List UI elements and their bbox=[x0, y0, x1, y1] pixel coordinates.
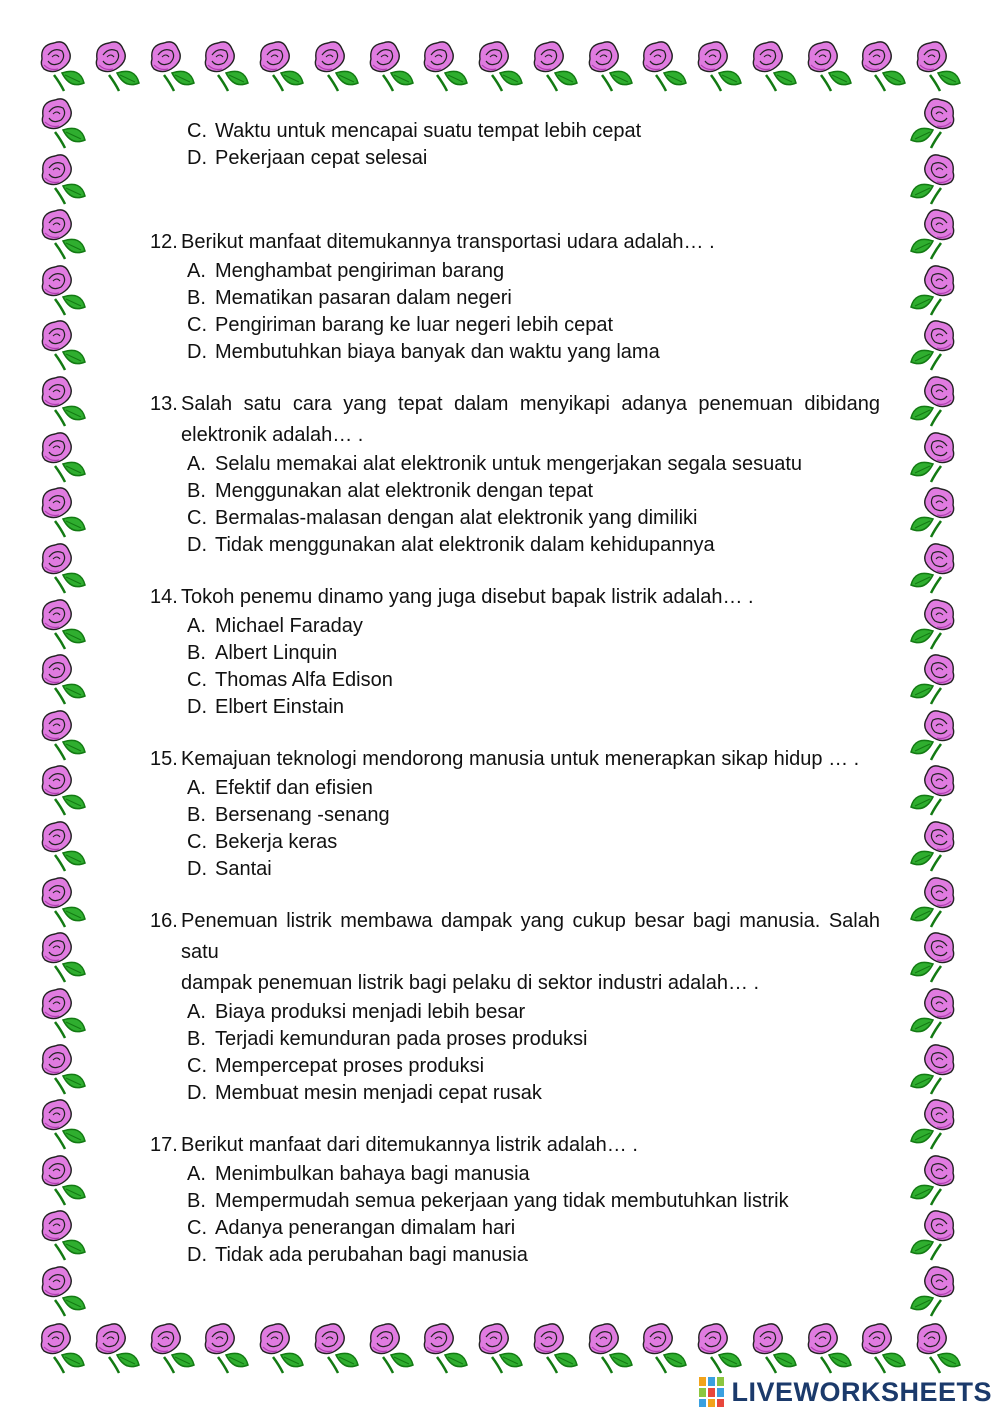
rose-ornament-icon bbox=[144, 1319, 200, 1375]
rose-ornament-icon bbox=[35, 261, 91, 317]
rose-ornament-icon bbox=[35, 1151, 91, 1207]
rose-ornament-icon bbox=[905, 1040, 961, 1096]
option-row[interactable] bbox=[150, 451, 880, 478]
rose-ornament-icon bbox=[905, 205, 961, 261]
rose-ornament-icon bbox=[910, 37, 966, 93]
rose-ornament-icon bbox=[144, 37, 200, 93]
rose-ornament-icon bbox=[35, 539, 91, 595]
option-text: Bermalas-malasan dengan alat elektronik yang dimiliki bbox=[215, 507, 698, 529]
option-letter: A. bbox=[187, 260, 206, 282]
liveworksheets-logo-icon bbox=[699, 1377, 725, 1407]
option-row[interactable] bbox=[150, 312, 880, 339]
rose-ornament-icon bbox=[35, 928, 91, 984]
option-row[interactable] bbox=[150, 258, 880, 285]
worksheet-content bbox=[150, 118, 880, 1269]
rose-ornament-icon bbox=[35, 1095, 91, 1151]
rose-ornament-icon bbox=[35, 817, 91, 873]
question-text: Berikut manfaat dari ditemukannya listrik adalah… . bbox=[181, 1134, 638, 1156]
rose-ornament-icon bbox=[905, 539, 961, 595]
rose-ornament-icon bbox=[35, 650, 91, 706]
option-letter: D. bbox=[187, 1244, 207, 1266]
option-row[interactable] bbox=[150, 339, 880, 366]
rose-ornament-icon bbox=[855, 1319, 911, 1375]
option-text: Bekerja keras bbox=[215, 831, 338, 853]
option-text: Pekerjaan cepat selesai bbox=[215, 147, 428, 169]
option-letter: C. bbox=[187, 120, 207, 142]
rose-ornament-icon bbox=[905, 372, 961, 428]
rose-ornament-icon bbox=[35, 316, 91, 372]
option-text: Albert Linquin bbox=[215, 642, 338, 664]
option-row[interactable] bbox=[150, 802, 880, 829]
option-row[interactable] bbox=[150, 829, 880, 856]
option-row[interactable] bbox=[150, 694, 880, 721]
rose-ornament-icon bbox=[905, 1095, 961, 1151]
rose-border-bottom bbox=[34, 1318, 966, 1376]
rose-ornament-icon bbox=[905, 150, 961, 206]
question-13 bbox=[150, 389, 880, 559]
rose-ornament-icon bbox=[527, 37, 583, 93]
rose-ornament-icon bbox=[801, 1319, 857, 1375]
option-letter: B. bbox=[187, 1190, 206, 1212]
rose-ornament-icon bbox=[905, 706, 961, 762]
option-letter: D. bbox=[187, 696, 207, 718]
rose-ornament-icon bbox=[905, 1206, 961, 1262]
rose-border-right bbox=[904, 94, 962, 1318]
rose-ornament-icon bbox=[582, 37, 638, 93]
option-text: Biaya produksi menjadi lebih besar bbox=[215, 1001, 526, 1023]
option-row bbox=[150, 118, 880, 145]
question-15 bbox=[150, 744, 880, 883]
rose-ornament-icon bbox=[905, 595, 961, 651]
rose-ornament-icon bbox=[910, 1319, 966, 1375]
rose-ornament-icon bbox=[855, 37, 911, 93]
rose-ornament-icon bbox=[905, 94, 961, 150]
option-row[interactable] bbox=[150, 478, 880, 505]
option-text: Adanya penerangan dimalam hari bbox=[215, 1217, 516, 1239]
option-letter: C. bbox=[187, 507, 207, 529]
rose-ornament-icon bbox=[198, 37, 254, 93]
question-17 bbox=[150, 1130, 880, 1269]
rose-ornament-icon bbox=[905, 428, 961, 484]
rose-ornament-icon bbox=[363, 1319, 419, 1375]
rose-ornament-icon bbox=[527, 1319, 583, 1375]
rose-ornament-icon bbox=[417, 37, 473, 93]
option-text: Tidak menggunakan alat elektronik dalam kehidupannya bbox=[215, 534, 715, 556]
option-letter: B. bbox=[187, 287, 206, 309]
rose-ornament-icon bbox=[472, 1319, 528, 1375]
rose-ornament-icon bbox=[35, 761, 91, 817]
question-number: 17. bbox=[150, 1134, 178, 1156]
option-text: Bersenang -senang bbox=[215, 804, 390, 826]
option-letter: A. bbox=[187, 1001, 206, 1023]
option-row[interactable] bbox=[150, 1188, 880, 1215]
option-text: Thomas Alfa Edison bbox=[215, 669, 393, 691]
rose-ornament-icon bbox=[582, 1319, 638, 1375]
option-text: Selalu memakai alat elektronik untuk mengerjakan segala sesuatu bbox=[215, 453, 803, 475]
option-text: Santai bbox=[215, 858, 272, 880]
option-text: Elbert Einstain bbox=[215, 696, 344, 718]
rose-ornament-icon bbox=[636, 1319, 692, 1375]
rose-ornament-icon bbox=[905, 873, 961, 929]
previous-question-options bbox=[150, 118, 880, 172]
rose-ornament-icon bbox=[308, 37, 364, 93]
rose-ornament-icon bbox=[308, 1319, 364, 1375]
question-number: 12. bbox=[150, 231, 178, 253]
option-text: Waktu untuk mencapai suatu tempat lebih cepat bbox=[215, 120, 642, 142]
rose-ornament-icon bbox=[35, 94, 91, 150]
option-row[interactable] bbox=[150, 1080, 880, 1107]
rose-ornament-icon bbox=[253, 37, 309, 93]
question-number: 14. bbox=[150, 586, 178, 608]
option-text: Terjadi kemunduran pada proses produksi bbox=[215, 1028, 588, 1050]
question-text-line-2: dampak penemuan listrik bagi pelaku di sektor industri adalah… . bbox=[181, 972, 760, 994]
question-12 bbox=[150, 227, 880, 366]
rose-ornament-icon bbox=[35, 372, 91, 428]
rose-ornament-icon bbox=[905, 928, 961, 984]
option-row[interactable] bbox=[150, 505, 880, 532]
question-text: Tokoh penemu dinamo yang juga disebut bapak listrik adalah… . bbox=[181, 586, 754, 608]
rose-ornament-icon bbox=[905, 761, 961, 817]
option-text: Menghambat pengiriman barang bbox=[215, 260, 505, 282]
option-text: Tidak ada perubahan bagi manusia bbox=[215, 1244, 528, 1266]
rose-ornament-icon bbox=[417, 1319, 473, 1375]
rose-ornament-icon bbox=[35, 595, 91, 651]
option-row[interactable] bbox=[150, 1053, 880, 1080]
question-number: 16. bbox=[150, 910, 178, 932]
option-row[interactable] bbox=[150, 285, 880, 312]
question-16 bbox=[150, 906, 880, 1107]
option-text: Michael Faraday bbox=[215, 615, 363, 637]
rose-border-top bbox=[34, 36, 966, 94]
rose-ornament-icon bbox=[35, 1262, 91, 1318]
option-letter: D. bbox=[187, 858, 207, 880]
rose-ornament-icon bbox=[35, 483, 91, 539]
option-row[interactable] bbox=[150, 856, 880, 883]
question-text-line-1: Salah satu cara yang tepat dalam menyikapi adanya penemuan dibidang bbox=[181, 393, 880, 415]
option-letter: D. bbox=[187, 1082, 207, 1104]
rose-ornament-icon bbox=[253, 1319, 309, 1375]
option-letter: B. bbox=[187, 642, 206, 664]
rose-ornament-icon bbox=[746, 37, 802, 93]
question-text-line-1: Penemuan listrik membawa dampak yang cukup besar bagi manusia. Salah satu bbox=[181, 910, 880, 963]
option-row[interactable] bbox=[150, 775, 880, 802]
rose-ornament-icon bbox=[35, 706, 91, 762]
question-14 bbox=[150, 582, 880, 721]
rose-ornament-icon bbox=[198, 1319, 254, 1375]
rose-ornament-icon bbox=[35, 1040, 91, 1096]
option-letter: A. bbox=[187, 1163, 206, 1185]
option-row[interactable] bbox=[150, 1026, 880, 1053]
option-text: Membutuhkan biaya banyak dan waktu yang lama bbox=[215, 341, 660, 363]
option-row[interactable] bbox=[150, 640, 880, 667]
rose-ornament-icon bbox=[35, 205, 91, 261]
option-row bbox=[150, 145, 880, 172]
option-letter: C. bbox=[187, 831, 207, 853]
rose-ornament-icon bbox=[636, 37, 692, 93]
question-number: 15. bbox=[150, 748, 178, 770]
rose-ornament-icon bbox=[35, 1206, 91, 1262]
rose-ornament-icon bbox=[905, 483, 961, 539]
option-text: Mempercepat proses produksi bbox=[215, 1055, 485, 1077]
rose-ornament-icon bbox=[35, 984, 91, 1040]
option-letter: D. bbox=[187, 341, 207, 363]
option-text: Menimbulkan bahaya bagi manusia bbox=[215, 1163, 530, 1185]
question-text: Kemajuan teknologi mendorong manusia untuk menerapkan sikap hidup … . bbox=[181, 748, 860, 770]
rose-ornament-icon bbox=[691, 37, 747, 93]
rose-ornament-icon bbox=[905, 1151, 961, 1207]
question-text: Berikut manfaat ditemukannya transportasi udara adalah… . bbox=[181, 231, 715, 253]
rose-ornament-icon bbox=[89, 37, 145, 93]
option-letter: D. bbox=[187, 147, 207, 169]
rose-ornament-icon bbox=[691, 1319, 747, 1375]
rose-border-left bbox=[34, 94, 92, 1318]
rose-ornament-icon bbox=[746, 1319, 802, 1375]
option-letter: B. bbox=[187, 804, 206, 826]
option-letter: A. bbox=[187, 453, 206, 475]
option-row[interactable] bbox=[150, 532, 880, 559]
option-letter: C. bbox=[187, 314, 207, 336]
option-letter: B. bbox=[187, 480, 206, 502]
option-text: Efektif dan efisien bbox=[215, 777, 373, 799]
question-number: 13. bbox=[150, 393, 178, 415]
option-row[interactable] bbox=[150, 1242, 880, 1269]
option-text: Menggunakan alat elektronik dengan tepat bbox=[215, 480, 594, 502]
liveworksheets-brand[interactable] bbox=[699, 1375, 992, 1409]
rose-ornament-icon bbox=[89, 1319, 145, 1375]
rose-ornament-icon bbox=[801, 37, 857, 93]
option-letter: B. bbox=[187, 1028, 206, 1050]
brand-name: LIVEWORKSHEETS bbox=[731, 1376, 992, 1407]
rose-ornament-icon bbox=[363, 37, 419, 93]
option-row[interactable] bbox=[150, 1161, 880, 1188]
rose-ornament-icon bbox=[905, 316, 961, 372]
rose-ornament-icon bbox=[35, 428, 91, 484]
option-text: Membuat mesin menjadi cepat rusak bbox=[215, 1082, 542, 1104]
option-row[interactable] bbox=[150, 613, 880, 640]
rose-ornament-icon bbox=[472, 37, 528, 93]
option-row[interactable] bbox=[150, 999, 880, 1026]
rose-ornament-icon bbox=[34, 1319, 90, 1375]
option-letter: D. bbox=[187, 534, 207, 556]
rose-ornament-icon bbox=[35, 873, 91, 929]
option-letter: C. bbox=[187, 669, 207, 691]
option-letter: C. bbox=[187, 1055, 207, 1077]
option-text: Mematikan pasaran dalam negeri bbox=[215, 287, 512, 309]
rose-ornament-icon bbox=[905, 650, 961, 706]
rose-ornament-icon bbox=[34, 37, 90, 93]
option-row[interactable] bbox=[150, 667, 880, 694]
option-letter: A. bbox=[187, 777, 206, 799]
rose-ornament-icon bbox=[905, 817, 961, 873]
option-letter: C. bbox=[187, 1217, 207, 1239]
option-letter: A. bbox=[187, 615, 206, 637]
rose-ornament-icon bbox=[905, 984, 961, 1040]
question-text-line-2: elektronik adalah… . bbox=[181, 424, 364, 446]
option-text: Pengiriman barang ke luar negeri lebih cepat bbox=[215, 314, 614, 336]
option-row[interactable] bbox=[150, 1215, 880, 1242]
rose-ornament-icon bbox=[905, 261, 961, 317]
rose-ornament-icon bbox=[35, 150, 91, 206]
rose-ornament-icon bbox=[905, 1262, 961, 1318]
option-text: Mempermudah semua pekerjaan yang tidak membutuhkan listrik bbox=[215, 1190, 789, 1212]
